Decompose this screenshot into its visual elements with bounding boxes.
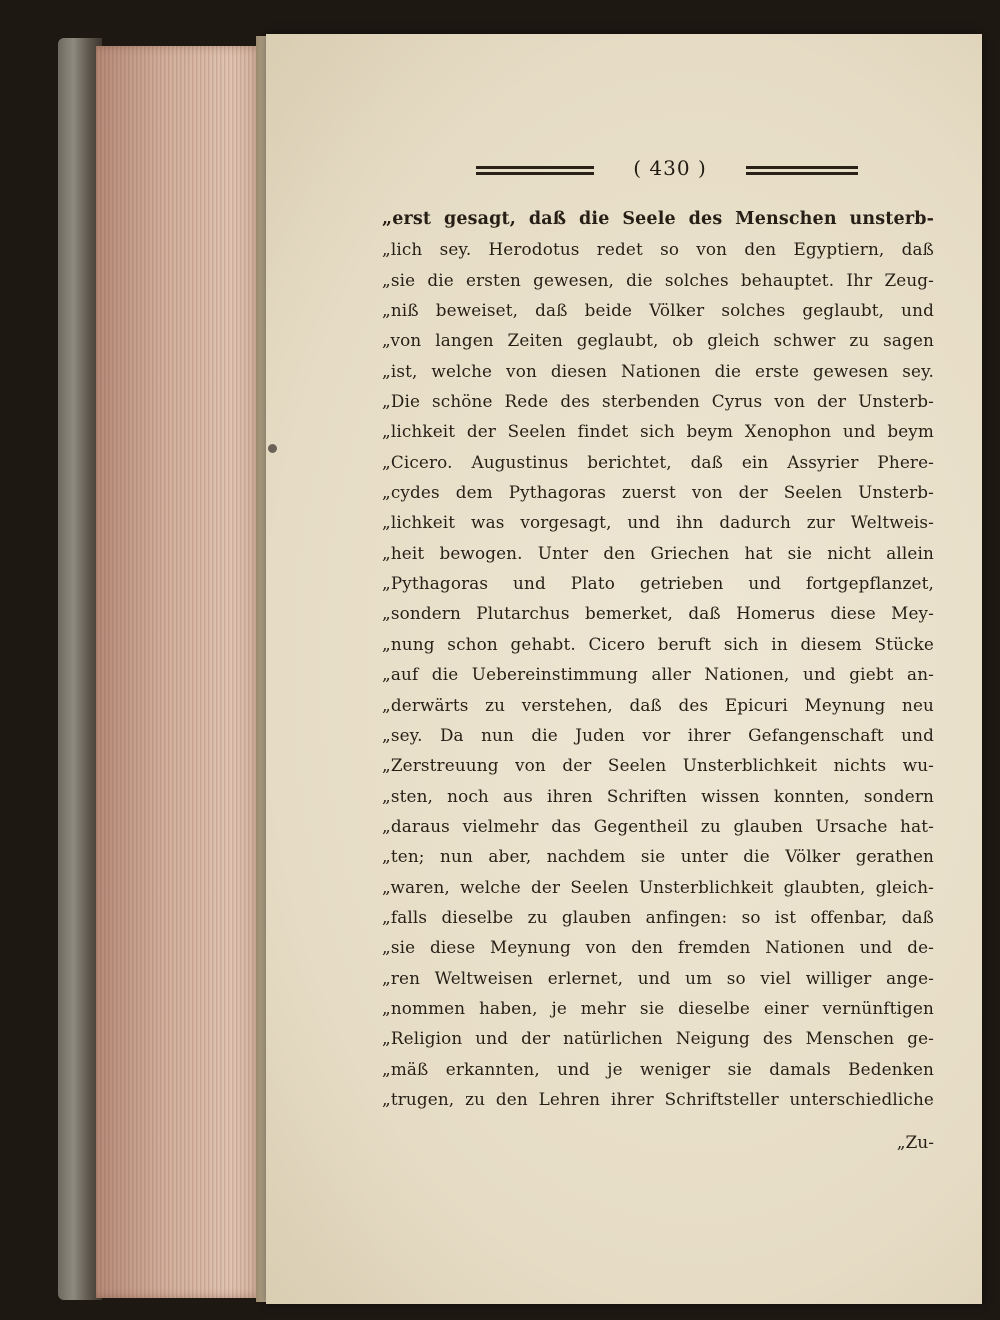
text-line: „nommen haben, je mehr sie dieselbe einer vernünftigen: [382, 997, 934, 1018]
text-line: „Pythagoras und Plato getrieben und fortgepflanzet,: [382, 573, 934, 594]
text-line: „mäß erkannten, und je weniger sie damals Bedenken: [382, 1058, 934, 1079]
text-line: „lich sey. Herodotus redet so von den Egyptiern, daß: [382, 239, 934, 260]
header-rule-right: [746, 166, 858, 175]
text-line: „Religion und der natürlichen Neigung des Menschen ge-: [382, 1028, 934, 1049]
text-line: „waren, welche der Seelen Unsterblichkeit glaubten, gleich-: [382, 876, 934, 897]
text-line: „ten; nun aber, nachdem sie unter die Völker gerathen: [382, 846, 934, 867]
text-line: „auf die Uebereinstimmung aller Nationen, und giebt an-: [382, 664, 934, 685]
text-line: „von langen Zeiten geglaubt, ob gleich schwer zu sagen: [382, 330, 934, 351]
text-line: „cydes dem Pythagoras zuerst von der Seelen Unsterb-: [382, 482, 934, 503]
text-line: „sie die ersten gewesen, die solches behauptet. Ihr Zeug-: [382, 269, 934, 290]
text-line: „erst gesagt, daß die Seele des Menschen unsterb-: [382, 209, 934, 229]
text-line: „trugen, zu den Lehren ihrer Schriftsteller unterschiedliche: [382, 1088, 934, 1109]
text-line: „daraus vielmehr das Gegentheil zu glauben Ursache hat-: [382, 815, 934, 836]
text-line: „falls dieselbe zu glauben anfingen: so ist offenbar, daß: [382, 906, 934, 927]
page-edges: [96, 46, 264, 1298]
running-head: [476, 156, 858, 184]
text-line: „heit bewogen. Unter den Griechen hat sie nicht allein: [382, 542, 934, 563]
text-line: „niß beweiset, daß beide Völker solches geglaubt, und: [382, 300, 934, 321]
catchword: „Zu-: [896, 1133, 934, 1153]
header-rule-left: [476, 166, 594, 175]
text-line: „ren Weltweisen erlernet, und um so viel williger ange-: [382, 967, 934, 988]
text-line: „sie diese Meynung von den fremden Nationen und de-: [382, 937, 934, 958]
text-line: „sten, noch aus ihren Schriften wissen konnten, sondern: [382, 785, 934, 806]
text-line: „lichkeit was vorgesagt, und ihn dadurch zur Weltweis-: [382, 512, 934, 533]
text-line: „Cicero. Augustinus berichtet, daß ein Assyrier Phere-: [382, 451, 934, 472]
text-line: „ist, welche von diesen Nationen die erste gewesen sey.: [382, 360, 934, 381]
text-line: „Die schöne Rede des sterbenden Cyrus von der Unsterb-: [382, 391, 934, 412]
ink-spot: [268, 444, 277, 453]
text-line: „sey. Da nun die Juden vor ihrer Gefangenschaft und: [382, 724, 934, 745]
page-number: ( 430 ): [633, 156, 707, 180]
text-line: „lichkeit der Seelen findet sich beym Xenophon und beym: [382, 421, 934, 442]
text-line: „sondern Plutarchus bemerket, daß Homerus diese Mey-: [382, 603, 934, 624]
text-line: „derwärts zu verstehen, daß des Epicuri Meynung neu: [382, 694, 934, 715]
text-line: „nung schon gehabt. Cicero beruft sich in diesem Stücke: [382, 633, 934, 654]
body-text: [382, 204, 934, 1114]
text-line: „Zerstreuung von der Seelen Unsterblichkeit nichts wu-: [382, 755, 934, 776]
